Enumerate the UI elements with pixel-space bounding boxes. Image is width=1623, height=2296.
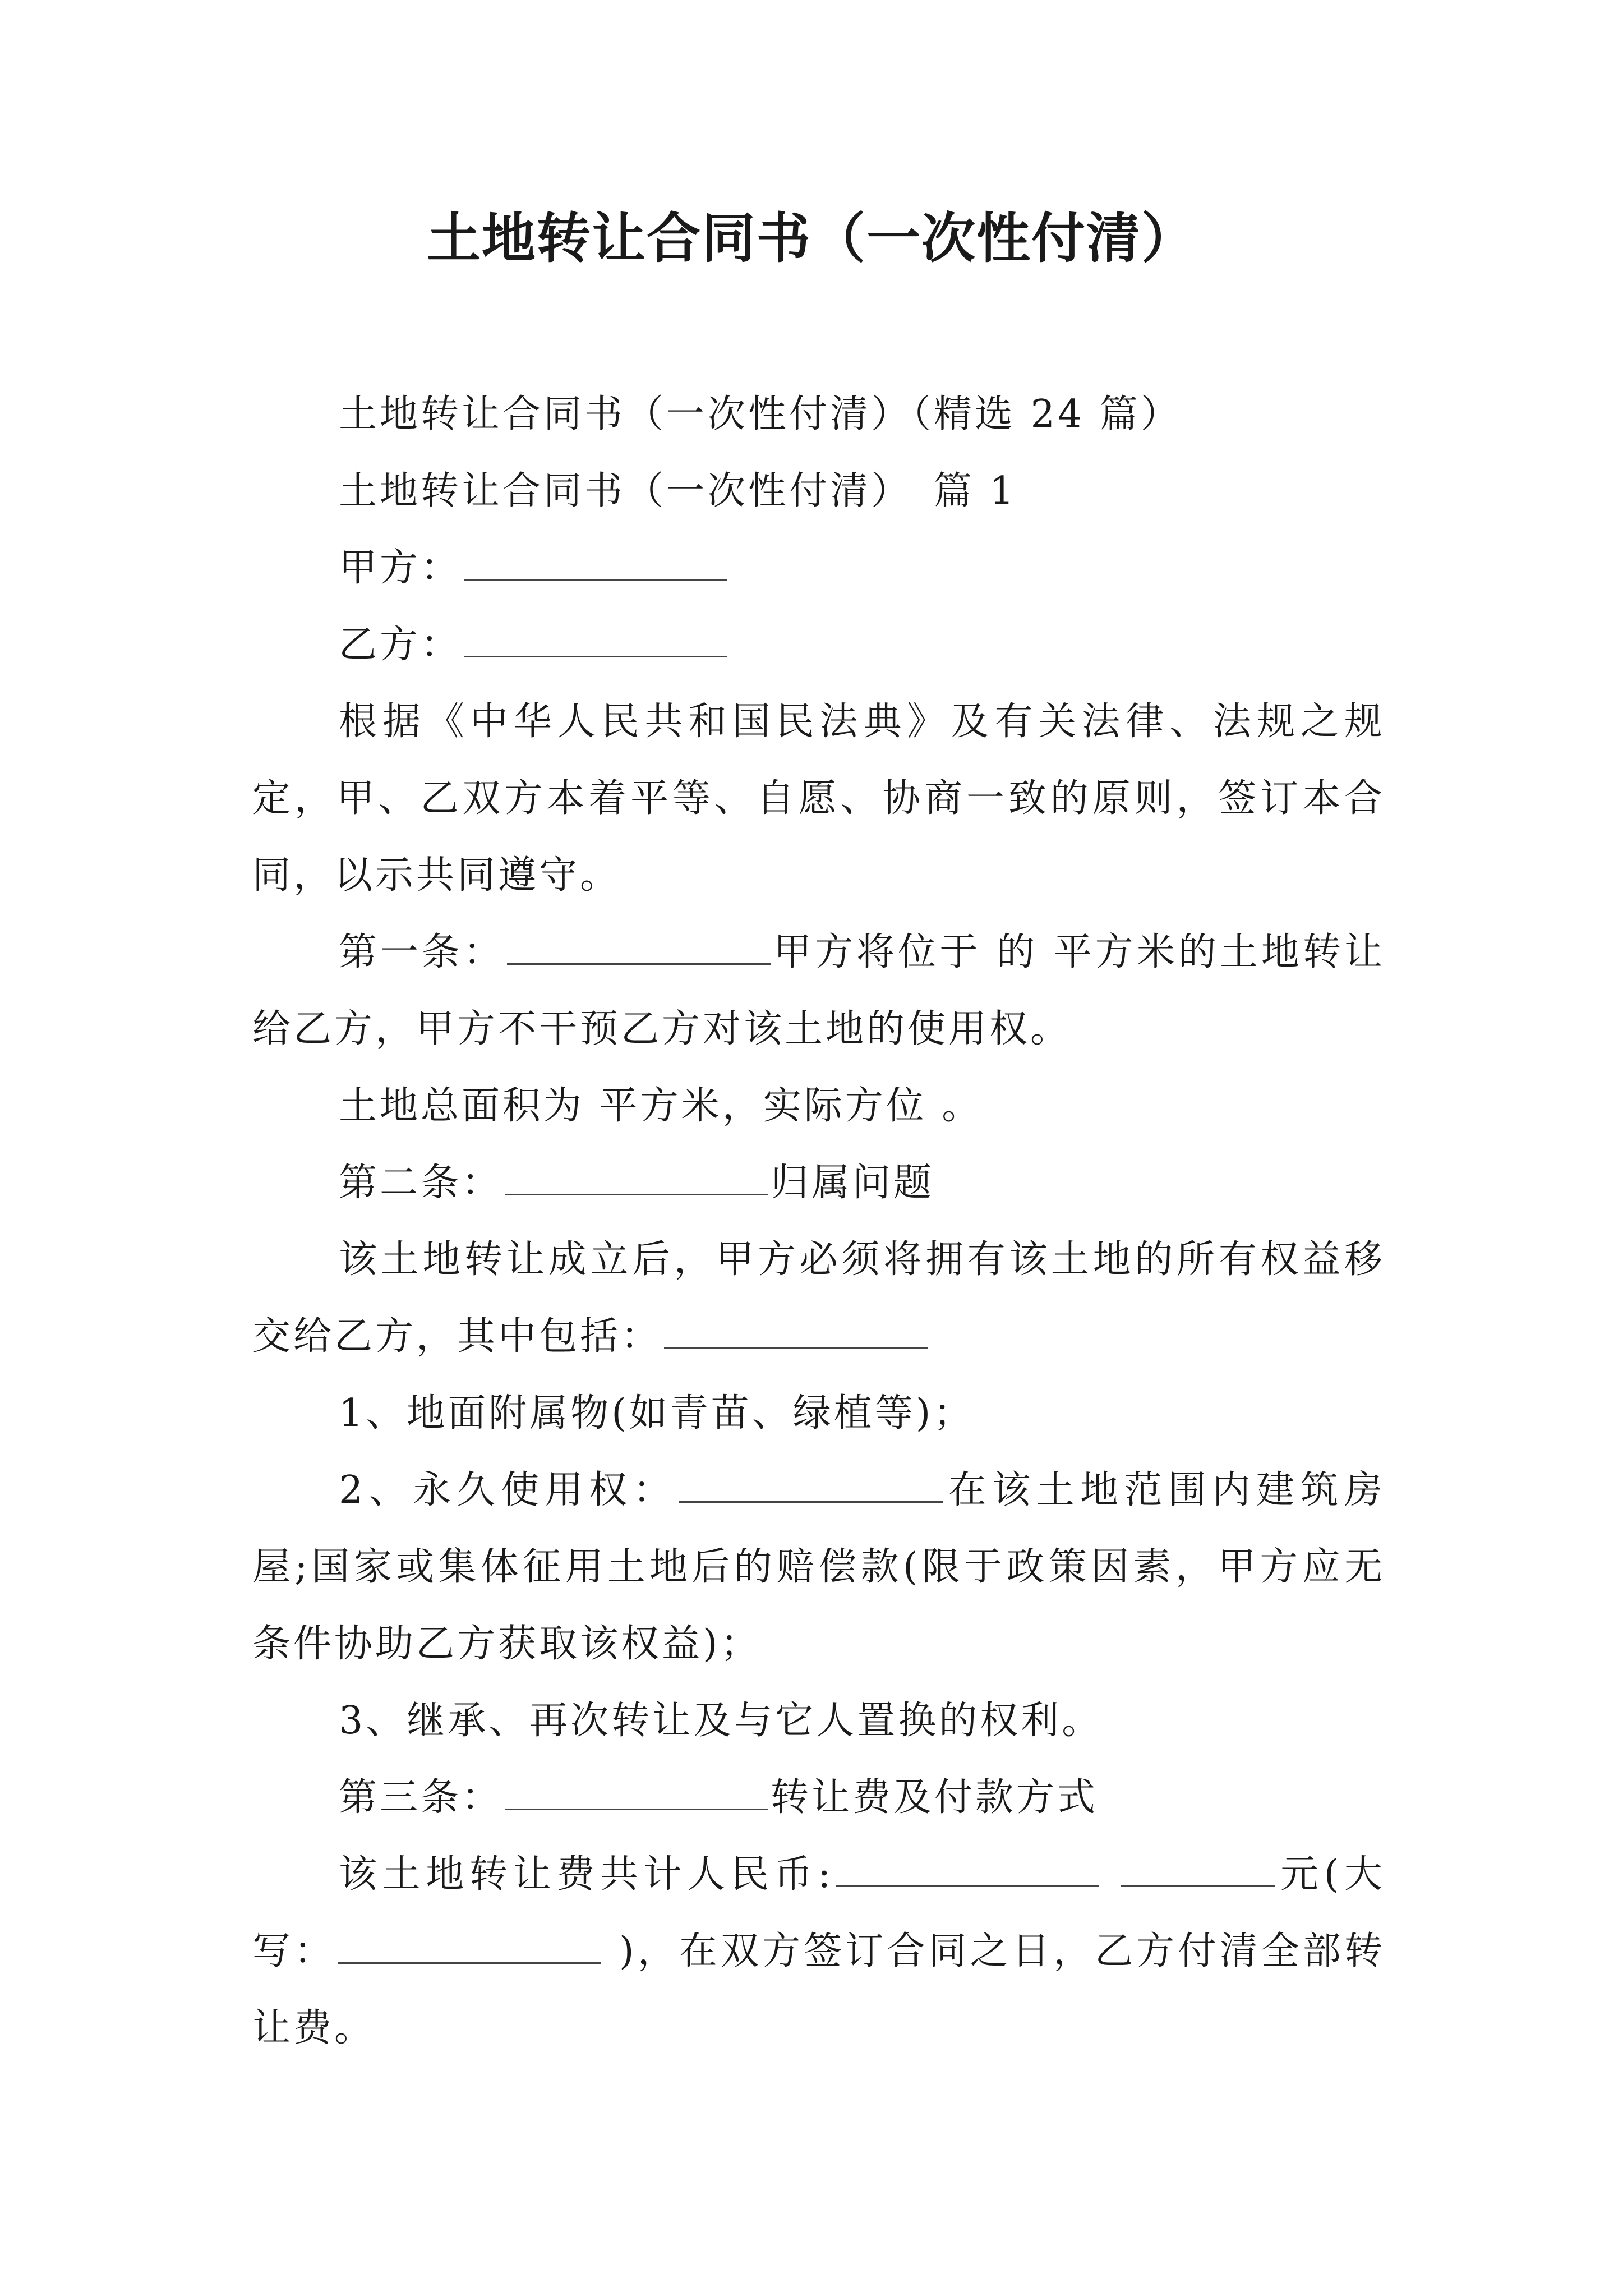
fill-in-blank: [1121, 1857, 1275, 1887]
paragraph: [252, 1221, 1385, 1375]
paragraph: [252, 1144, 1385, 1221]
paragraph: [252, 1375, 1385, 1452]
paragraph: [252, 1836, 1385, 2067]
document-title: 土地转让合同书（一次性付清）: [427, 207, 1196, 270]
paragraph-text: [1101, 1852, 1119, 1897]
document-body: [252, 376, 1385, 2067]
paragraph-text: 2、永久使用权：: [339, 1468, 677, 1512]
paragraph: [252, 530, 1385, 606]
paragraph: [252, 683, 1385, 914]
paragraph: [252, 1452, 1385, 1682]
paragraph: [252, 606, 1385, 683]
paragraph-text: 归属问题: [771, 1161, 935, 1205]
paragraph-text: 土地转让合同书（一次性付清） 篇 1: [339, 469, 1017, 513]
paragraph: [252, 1068, 1385, 1144]
paragraph: [252, 376, 1385, 453]
paragraph-text: 第二条：: [339, 1161, 503, 1205]
paragraph-text: 土地转让合同书（一次性付清）（精选 24 篇）: [339, 392, 1182, 436]
paragraph-text: 第一条：: [339, 930, 505, 974]
fill-in-blank: [464, 628, 727, 657]
paragraph-text: 乙方：: [339, 623, 462, 667]
paragraph-text: 根据《中华人民共和国民法典》及有关法律、法规之规定，甲、乙双方本着平等、自愿、协商一致的原则，签订本合同，以示共同遵守。: [252, 700, 1385, 898]
paragraph: [252, 914, 1385, 1068]
fill-in-blank: [679, 1473, 943, 1503]
paragraph-text: 该土地转让费共计人民币:: [339, 1852, 834, 1897]
fill-in-blank: [507, 935, 771, 965]
paragraph-text: )，在双方签订合同之日，乙方付清全部转让费。: [252, 1929, 1385, 2050]
paragraph-text: 转让费及付款方式: [771, 1775, 1099, 1820]
fill-in-blank: [505, 1780, 768, 1810]
fill-in-blank: [664, 1319, 928, 1349]
paragraph: [252, 1759, 1385, 1836]
paragraph-text: 甲方将位于 的 平方米的土地转让给乙方，甲方不干预乙方对该土地的使用权。: [252, 930, 1385, 1051]
paragraph-text: 土地总面积为 平方米，实际方位 。: [339, 1084, 983, 1128]
paragraph-text: 在该土地范围内建筑房屋;国家或集体征用土地后的赔偿款(限于政策因素，甲方应无条件协助乙方获取该权益)；: [252, 1468, 1385, 1666]
fill-in-blank: [836, 1857, 1099, 1887]
fill-in-blank: [464, 551, 727, 581]
fill-in-blank: [338, 1934, 601, 1964]
paragraph-text: 3、继承、再次转让及与它人置换的权利。: [339, 1699, 1103, 1743]
paragraph: [252, 1682, 1385, 1759]
paragraph: [252, 453, 1385, 530]
fill-in-blank: [505, 1166, 768, 1195]
paragraph-text: 1、地面附属物(如青苗、绿植等)；: [339, 1391, 975, 1435]
paragraph-text: 该土地转让成立后，甲方必须将拥有该土地的所有权益移交给乙方，其中包括：: [252, 1237, 1385, 1359]
paragraph-text: 甲方：: [339, 546, 462, 590]
paragraph-text: 元(大写：: [252, 1852, 1385, 1973]
paragraph-text: 第三条：: [339, 1775, 503, 1820]
